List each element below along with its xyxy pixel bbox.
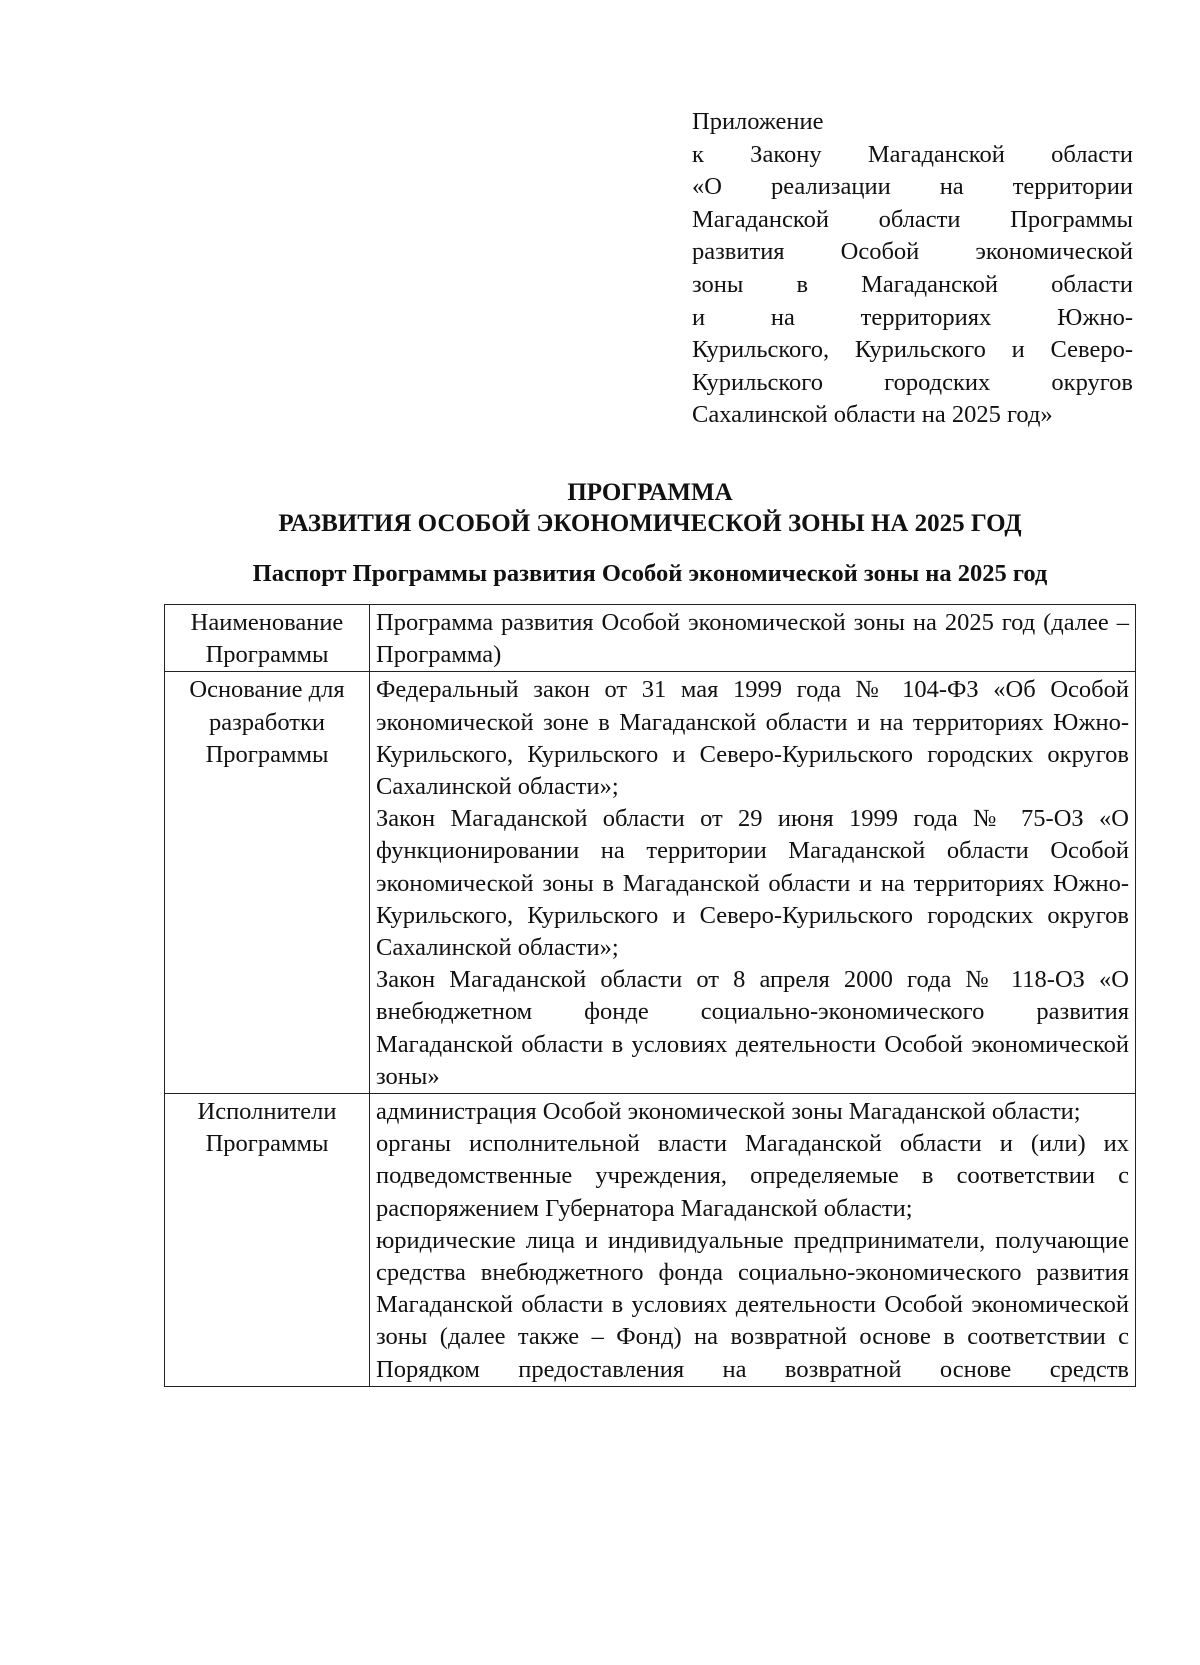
appendix-line: развития Особой экономической xyxy=(692,238,1133,266)
row-paragraph: Федеральный закон от 31 мая 1999 года № 104-ФЗ «Об Особой экономической зоне в Магаданской области и на территориях Южно-Курильского, Курильского и Северо-Курильского городских округов Сахалинской области»; xyxy=(376,676,1129,801)
row-label: Основание для разработки Программы xyxy=(165,672,370,1094)
appendix-line: Сахалинской области на 2025 год» xyxy=(692,401,1053,429)
row-label: Наименование Программы xyxy=(165,605,370,672)
row-content xyxy=(370,1094,1136,1387)
row-paragraph: Программа развития Особой экономической зоны на 2025 год (далее – Программа) xyxy=(376,609,1129,669)
appendix-line: Курильского, Курильского и Северо- xyxy=(692,336,1133,364)
row-paragraph: Закон Магаданской области от 8 апреля 2000 года № 118-ОЗ «О внебюджетном фонде социально-экономического развития Магаданской области в условиях деятельности Особой экономической зоны» xyxy=(376,966,1129,1090)
document-title: ПРОГРАММА xyxy=(567,479,733,506)
row-paragraph: Закон Магаданской области от 29 июня 1999 года № 75-ОЗ «О функционировании на территории Магаданской области Особой экономической зоны в Магаданской области и на территориях Южно-Курильского, Курильского и Северо-Курильского городских округов Сахалинской области»; xyxy=(376,805,1129,962)
appendix-line: и на территориях Южно- xyxy=(692,303,1133,331)
appendix-line: Приложение xyxy=(692,108,824,135)
appendix-line: Курильского городских округов xyxy=(692,368,1133,396)
row-paragraph: органы исполнительной власти Магаданской области и (или) их подведомственные учреждения, определяемые в соответствии с распоряжением Губернатора Магаданской области; xyxy=(376,1130,1129,1222)
row-paragraph: юридические лица и индивидуальные предприниматели, получающие средства внебюджетного фонда социально-экономического развития Магаданской области в условиях деятельности Особой экономической зоны (далее также – Фонд) на возвратной основе в соответствии с Порядком предоставления на возвратной основе средств xyxy=(376,1226,1129,1383)
appendix-line: к Закону Магаданской области xyxy=(692,140,1133,168)
table-row xyxy=(165,605,1136,672)
row-label: Исполнители Программы xyxy=(165,1094,370,1387)
appendix-block xyxy=(692,106,1133,432)
appendix-line: «О реализации на территории xyxy=(692,173,1133,201)
row-content xyxy=(370,672,1136,1094)
document-title-second-line: РАЗВИТИЯ ОСОБОЙ ЭКОНОМИЧЕСКОЙ ЗОНЫ НА 2025 ГОД xyxy=(278,510,1022,537)
table-row xyxy=(165,672,1136,1094)
table-row xyxy=(165,1094,1136,1387)
row-content xyxy=(370,605,1136,672)
appendix-line: зоны в Магаданской области xyxy=(692,270,1133,298)
passport-table xyxy=(164,604,1136,1387)
appendix-line: Магаданской области Программы xyxy=(692,205,1133,233)
passport-heading: Паспорт Программы развития Особой экономической зоны на 2025 год xyxy=(252,560,1048,587)
row-paragraph: администрация Особой экономической зоны Магаданской области; xyxy=(376,1098,1081,1126)
